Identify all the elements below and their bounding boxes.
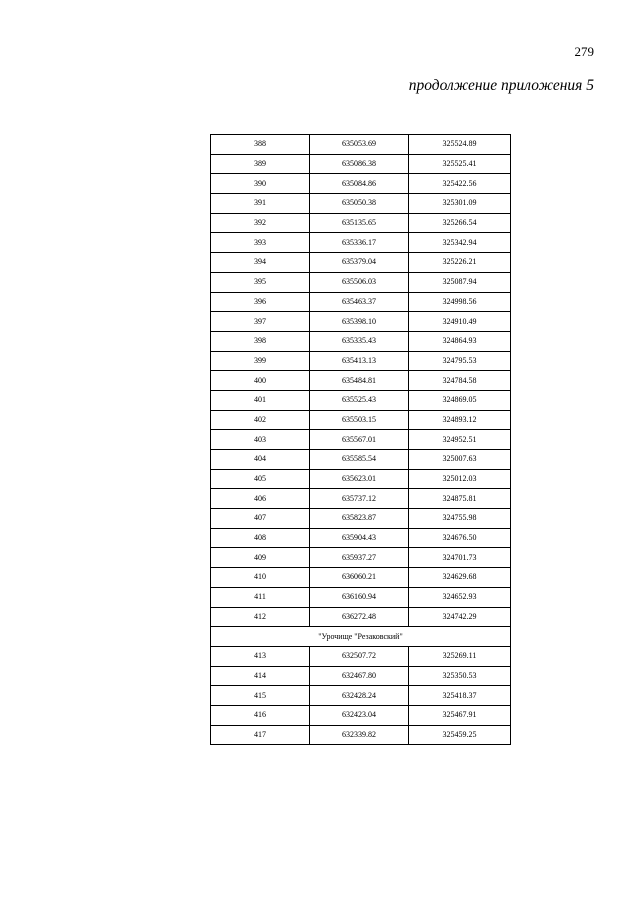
y-coordinate-cell: 324998.56 — [409, 292, 511, 312]
point-number-cell: 410 — [211, 568, 310, 588]
table-row — [211, 607, 511, 627]
y-coordinate-cell: 325007.63 — [409, 450, 511, 470]
x-coordinate-cell: 635050.38 — [310, 194, 409, 214]
x-coordinate-cell: 635506.03 — [310, 272, 409, 292]
coordinates-table-body — [211, 135, 511, 745]
page-number: 279 — [574, 44, 594, 59]
y-coordinate-cell: 325301.09 — [409, 194, 511, 214]
y-coordinate-cell: 325350.53 — [409, 666, 511, 686]
y-coordinate-cell: 325422.56 — [409, 174, 511, 194]
table-row — [211, 410, 511, 430]
point-number-cell: 396 — [211, 292, 310, 312]
point-number-cell: 415 — [211, 686, 310, 706]
table-row — [211, 351, 511, 371]
y-coordinate-cell: 324875.81 — [409, 489, 511, 509]
x-coordinate-cell: 635484.81 — [310, 371, 409, 391]
table-row — [211, 528, 511, 548]
point-number-cell: 404 — [211, 450, 310, 470]
table-row — [211, 686, 511, 706]
point-number-cell: 403 — [211, 430, 310, 450]
x-coordinate-cell: 636272.48 — [310, 607, 409, 627]
table-row — [211, 430, 511, 450]
point-number-cell: 389 — [211, 154, 310, 174]
section-heading-row — [211, 627, 511, 647]
point-number-cell: 395 — [211, 272, 310, 292]
x-coordinate-cell: 635585.54 — [310, 450, 409, 470]
point-number-cell: 413 — [211, 646, 310, 666]
y-coordinate-cell: 324755.98 — [409, 509, 511, 529]
point-number-cell: 394 — [211, 253, 310, 273]
point-number-cell: 405 — [211, 469, 310, 489]
x-coordinate-cell: 635904.43 — [310, 528, 409, 548]
x-coordinate-cell: 635503.15 — [310, 410, 409, 430]
table-row — [211, 253, 511, 273]
x-coordinate-cell: 635463.37 — [310, 292, 409, 312]
x-coordinate-cell: 635336.17 — [310, 233, 409, 253]
table-row — [211, 646, 511, 666]
table-row — [211, 390, 511, 410]
x-coordinate-cell: 635623.01 — [310, 469, 409, 489]
table-row — [211, 174, 511, 194]
coordinates-table — [210, 134, 511, 745]
point-number-cell: 397 — [211, 312, 310, 332]
x-coordinate-cell: 635053.69 — [310, 135, 409, 155]
y-coordinate-cell: 324869.05 — [409, 390, 511, 410]
x-coordinate-cell: 635379.04 — [310, 253, 409, 273]
point-number-cell: 399 — [211, 351, 310, 371]
x-coordinate-cell: 635567.01 — [310, 430, 409, 450]
y-coordinate-cell: 325459.25 — [409, 725, 511, 745]
x-coordinate-cell: 635135.65 — [310, 213, 409, 233]
table-row — [211, 272, 511, 292]
point-number-cell: 406 — [211, 489, 310, 509]
y-coordinate-cell: 325269.11 — [409, 646, 511, 666]
x-coordinate-cell: 635413.13 — [310, 351, 409, 371]
table-row — [211, 548, 511, 568]
y-coordinate-cell: 325342.94 — [409, 233, 511, 253]
point-number-cell: 393 — [211, 233, 310, 253]
table-row — [211, 331, 511, 351]
y-coordinate-cell: 324784.58 — [409, 371, 511, 391]
y-coordinate-cell: 325266.54 — [409, 213, 511, 233]
point-number-cell: 388 — [211, 135, 310, 155]
y-coordinate-cell: 324742.29 — [409, 607, 511, 627]
x-coordinate-cell: 632423.04 — [310, 705, 409, 725]
y-coordinate-cell: 325525.41 — [409, 154, 511, 174]
section-heading: "Урочище "Резаковский" — [211, 627, 511, 647]
y-coordinate-cell: 325087.94 — [409, 272, 511, 292]
point-number-cell: 407 — [211, 509, 310, 529]
table-row — [211, 213, 511, 233]
point-number-cell: 391 — [211, 194, 310, 214]
y-coordinate-cell: 325524.89 — [409, 135, 511, 155]
y-coordinate-cell: 324629.68 — [409, 568, 511, 588]
x-coordinate-cell: 632339.82 — [310, 725, 409, 745]
table-row — [211, 489, 511, 509]
table-row — [211, 233, 511, 253]
point-number-cell: 412 — [211, 607, 310, 627]
table-row — [211, 725, 511, 745]
point-number-cell: 392 — [211, 213, 310, 233]
table-row — [211, 587, 511, 607]
table-row — [211, 194, 511, 214]
table-row — [211, 568, 511, 588]
appendix-continuation-title: продолжение приложения 5 — [408, 77, 594, 94]
point-number-cell: 414 — [211, 666, 310, 686]
point-number-cell: 416 — [211, 705, 310, 725]
x-coordinate-cell: 635937.27 — [310, 548, 409, 568]
table-row — [211, 705, 511, 725]
y-coordinate-cell: 324893.12 — [409, 410, 511, 430]
x-coordinate-cell: 635398.10 — [310, 312, 409, 332]
table-row — [211, 509, 511, 529]
y-coordinate-cell: 324795.53 — [409, 351, 511, 371]
point-number-cell: 408 — [211, 528, 310, 548]
table-row — [211, 450, 511, 470]
point-number-cell: 417 — [211, 725, 310, 745]
x-coordinate-cell: 632507.72 — [310, 646, 409, 666]
point-number-cell: 409 — [211, 548, 310, 568]
point-number-cell: 390 — [211, 174, 310, 194]
y-coordinate-cell: 324864.93 — [409, 331, 511, 351]
point-number-cell: 411 — [211, 587, 310, 607]
point-number-cell: 401 — [211, 390, 310, 410]
table-row — [211, 292, 511, 312]
x-coordinate-cell: 632428.24 — [310, 686, 409, 706]
point-number-cell: 400 — [211, 371, 310, 391]
y-coordinate-cell: 325226.21 — [409, 253, 511, 273]
x-coordinate-cell: 635335.43 — [310, 331, 409, 351]
x-coordinate-cell: 635086.38 — [310, 154, 409, 174]
table-row — [211, 371, 511, 391]
x-coordinate-cell: 635525.43 — [310, 390, 409, 410]
table-row — [211, 154, 511, 174]
y-coordinate-cell: 324701.73 — [409, 548, 511, 568]
x-coordinate-cell: 635823.87 — [310, 509, 409, 529]
x-coordinate-cell: 632467.80 — [310, 666, 409, 686]
point-number-cell: 402 — [211, 410, 310, 430]
y-coordinate-cell: 324910.49 — [409, 312, 511, 332]
y-coordinate-cell: 325467.91 — [409, 705, 511, 725]
x-coordinate-cell: 635737.12 — [310, 489, 409, 509]
y-coordinate-cell: 324952.51 — [409, 430, 511, 450]
table-row — [211, 135, 511, 155]
table-row — [211, 312, 511, 332]
table-row — [211, 666, 511, 686]
x-coordinate-cell: 635084.86 — [310, 174, 409, 194]
x-coordinate-cell: 636060.21 — [310, 568, 409, 588]
x-coordinate-cell: 636160.94 — [310, 587, 409, 607]
y-coordinate-cell: 324652.93 — [409, 587, 511, 607]
y-coordinate-cell: 324676.50 — [409, 528, 511, 548]
y-coordinate-cell: 325418.37 — [409, 686, 511, 706]
y-coordinate-cell: 325012.03 — [409, 469, 511, 489]
point-number-cell: 398 — [211, 331, 310, 351]
table-row — [211, 469, 511, 489]
